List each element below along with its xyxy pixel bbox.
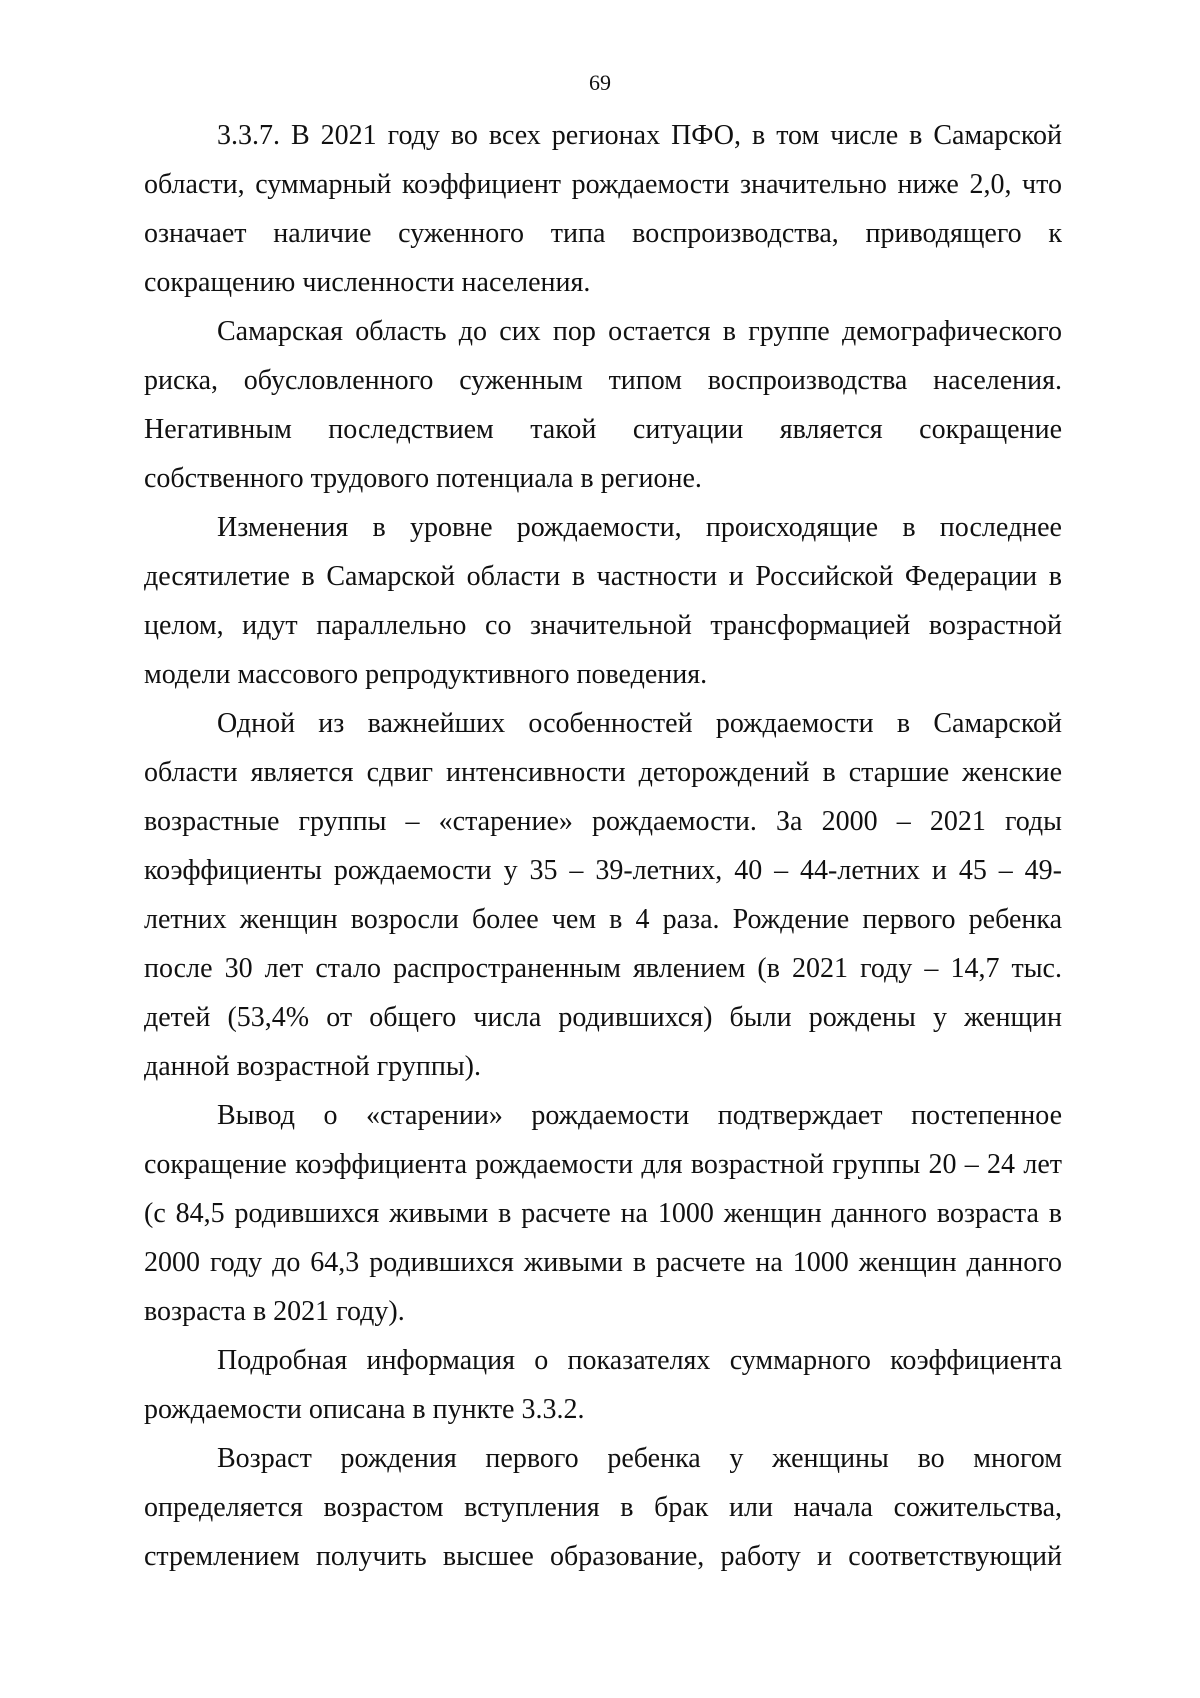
paragraph-demographic-risk: Самарская область до сих пор остается в группе демографического риска, обусловленного суженным типом воспроизводства населения. Негативным последствием такой ситуации является сокращение собственного трудового потенциала в регионе. [144,316,1062,494]
paragraph-reference: Подробная информация о показателях суммарного коэффициента рождаемости описана в пункте 3.3.2. [144,1345,1062,1425]
text-body [144,111,1062,1581]
paragraph-fertility-aging: Одной из важнейших особенностей рождаемости в Самарской области является сдвиг интенсивности деторождений в старшие женские возрастные группы – «старение» рождаемости. За 2000 – 2021 годы коэффициенты рождаемости у 35 – 39-летних, 40 – 44-летних и 45 – 49-летних женщин возросли более чем в 4 раза. Рождение первого ребенка после 30 лет стало распространенным явлением (в 2021 году – 14,7 тыс. детей (53,4% от общего числа родившихся) были рождены у женщин данной возрастной группы). [144,708,1062,1082]
paragraph-fertility-changes: Изменения в уровне рождаемости, происходящие в последнее десятилетие в Самарской области в частности и Российской Федерации в целом, идут параллельно со значительной трансформацией возрастной модели массового репродуктивного поведения. [144,512,1062,690]
paragraph-first-birth-age: Возраст рождения первого ребенка у женщины во многом определяется возрастом вступления в брак или начала сожительства, стремлением получить высшее образование, работу и соответствующий [144,1443,1062,1572]
page-number: 69 [589,70,611,95]
paragraph-total-fertility-rate: 3.3.7. В 2021 году во всех регионах ПФО, в том числе в Самарской области, суммарный коэффициент рождаемости значительно ниже 2,0, что означает наличие суженного типа воспроизводства, приводящего к сокращению численности населения. [144,120,1062,298]
paragraph-age-group-20-24: Вывод о «старении» рождаемости подтверждает постепенное сокращение коэффициента рождаемости для возрастной группы 20 – 24 лет (с 84,5 родившихся живыми в расчете на 1000 женщин данного возраста в 2000 году до 64,3 родившихся живыми в расчете на 1000 женщин данного возраста в 2021 году). [144,1100,1062,1327]
